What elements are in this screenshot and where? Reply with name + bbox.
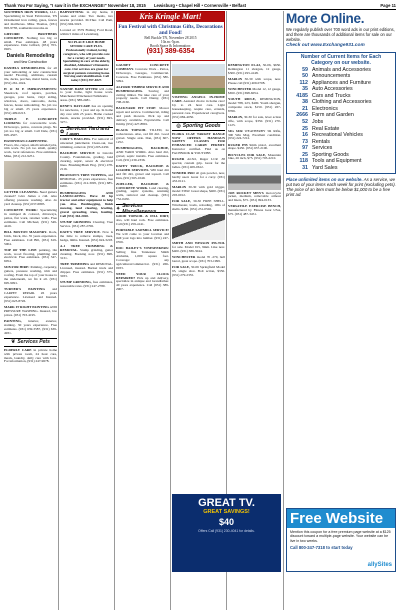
classified-ad: REMINGTON 03-A3, 30-06, $650. Remington 11 shotgun, 12 gauge, $300. (931) 293-4148. xyxy=(228,64,281,75)
classified-ad: SUB FOR HIRE: Painting, carpentry, gutters, pressure washing, trim and roofing. From the top of your house to the underneath, we fix it all. (931) 695-9091. xyxy=(4,265,57,286)
column-1 xyxy=(4,11,57,610)
classified-ad: CORY'S HAULING. For removal of unwanted junk/metal. Clean-out, tree trimming, removal. (931) 205-2430. xyxy=(60,137,113,149)
classified-ad: BRANSON'S TREE TOPPING, and REMOVAL. 25 years experience, free estimates. (931) 212-3095, (931) 685-6200. xyxy=(60,172,113,189)
classified-ad: SMITH AND WESSON PIS-TOL for sale. Model 915, 9mm. Like new. $400. (931) 389-3044. xyxy=(172,240,225,253)
website-link[interactable]: Check out www.Exchange931.com xyxy=(286,43,365,48)
classified-ad: RUGER ALSO, Ruger LCR .38 special, custom grip. Great for the ladies. (931) 409-0612. xyxy=(172,157,225,170)
category-row[interactable]: 25 Sporting Goods xyxy=(302,151,349,158)
banner-hours: 10a.m.-5p.m. xyxy=(160,39,181,44)
category-row[interactable]: 59 Animals and Accessories xyxy=(302,66,371,73)
classified-ad: FOR SALE, 30-06 Springfield Model 95, single shot. Bolt action, $350. (931) 279-2355. xyxy=(172,264,225,277)
classified-ad: YOUTH RIFLE, REMINGTON, model 788, 223, $400. Youth shotgun, composite stock, $150. (931) 267-8766. xyxy=(228,96,281,113)
classified-ad: ALFORD TIMBER SERVICE AND BUSHHOGGING. Sawing and cutting timber. We take care of your property needs. Call Danny, (931) 708-2160. xyxy=(116,84,169,105)
free-website-text: Mention this coupon for a free premium page website at a $125 discount toward a multiple-page website. Your website can be live in two weeks. xyxy=(290,530,391,543)
column-divider xyxy=(114,11,115,610)
logo-subtitle: and New Construction xyxy=(13,60,48,65)
category-row[interactable]: 4185 Cars and Trucks xyxy=(296,92,351,99)
boat-photo xyxy=(228,164,281,190)
classified-ad: BACKYARD PIT STOP: Mower repair and service. Commercial, riding and push mowers. Pick up and delivery available. Fayetteville. Call Jimmy (931) 427-8891. xyxy=(116,106,169,127)
classified-ad: TOP OF THE LINE painting, tile work, wood flooring, plumbing and electrical. Free estimates. (931) 347-6054. xyxy=(4,247,57,264)
classified-ad: CONCRETE WORK: Specializing in stamped & colored, driveways, patios, flat work, retainer walls. Free estimates. Call Michael, (931) 349-4416. xyxy=(4,208,57,228)
classified-ad: MARLIN, 30-30 for sale, lever action rifle, with scope, $350. (931) 270-1125. xyxy=(228,114,281,127)
classified-ad: ELDERLY CARE in private home with private room, 24 hour care, meals, laundry, daily care with love. For information, (931) 247-9678. xyxy=(4,347,57,364)
tv-ad-headline: GREAT TV. xyxy=(198,497,255,509)
category-row[interactable]: 21 Electronics xyxy=(302,105,338,112)
wrench-icon: ✦ xyxy=(116,205,121,212)
classified-ad: WINCHESTER model 70 .270, bull barrel, great scope. (931) 703-1999. xyxy=(172,254,225,263)
category-row[interactable]: 73 Rentals xyxy=(302,138,330,145)
bold-ad-bushhogging: BUSHHOGGING AND LANDSCAPING. Have 40 hp tractor and other equipment to help you. Also. Bushhogging, finish mowing, land clearing, leveling, gravel spreading, trees, hauling. Call (931) 364-2020. xyxy=(60,190,113,218)
more-online-title: More Online. xyxy=(286,11,365,26)
classified-ad: BACKHOE SERVICE in Lincoln County. Foundations, grading, land clearing, septic, sewer & electrical lines. Brushing/Bush Hog. (931) 478-2116. xyxy=(60,151,113,171)
column-2 xyxy=(60,11,113,610)
section-header-sporting-goods: ◎ Sporting Goods xyxy=(172,122,225,131)
classified-ad: VERSATILE EXERCISE BENCH, manufactured by Fitness Gear USA, $75. (931) 487-3451. xyxy=(228,204,281,217)
column-3 xyxy=(116,64,169,610)
classified-ad: STUMP GRINDING Clearing. Tree Service. (931) 287-2706. xyxy=(60,220,113,228)
classified-ad: TREE TRIMMING and REMOVAL. Licensed, insured. Bucket truck and chipper. Free estimates. (931) 375-3033. xyxy=(60,261,113,278)
category-box-title: Number of Current Items for Each Category on our website. xyxy=(300,54,382,66)
classified-ad: SOUTHERN IRON WORKS, LLC. Specializing in Steel Fabrication, TN Ornamental iron railing, gates, fences and mailboxes. Mike Thomas, (931) 993-9738, southernironworks.us xyxy=(4,11,57,30)
boxed-ad-senior-care: NO PLACE LIKE HOME SENIOR CARE PLUS. Professionally trained, loving caregivers, who will provide care for a variety of your needs. Specializing in care of the elderly, disabled, Alzheimer's/Dementia care. Our services are great for surgical patients returning home. Nursing and rehabilitation. Call today! (931) 397-4827. xyxy=(60,39,113,86)
kris-kringle-banner xyxy=(116,11,225,61)
classified-ad: GAUDET CONCRETE COMPANY. Concrete Work - Patios, Driveways, Garages, Commercial. Concrete. Free Estimates. (931) 580-5094. xyxy=(116,64,169,83)
header-center: Lewisburg • Chapel Hill • Cornersville • Belfast xyxy=(153,3,247,8)
target-icon: ◎ xyxy=(176,123,181,130)
category-row[interactable]: 50 Announcements xyxy=(302,73,351,80)
page-number: Page 11 xyxy=(380,3,396,8)
classified-ad: NEED YOUR CLOCK REPAIRED? Pick up and delivery, specialize in antique and Grandfather. 40 years experience. Call (931) 389-2907. xyxy=(116,271,169,292)
classified-ad: RUGER P95 9mm pistol, excellent shape. $450. (931) 637-2100. xyxy=(228,142,281,151)
classified-ad: BUSHHOGGING, BACKHOE, AND YARD WORK. Also haul dirt, gravel, septic installs. Free estimates. Call, (931) 239-2336. xyxy=(116,145,169,162)
tv-ad-price: $40 xyxy=(218,517,235,528)
column-divider xyxy=(58,11,59,610)
category-row[interactable]: 31 Yard Sales xyxy=(302,164,338,171)
free-website-title: Free Website xyxy=(287,509,395,528)
classified-ad: HANDYMAN-CARPENTER. Floors, tile, carpet, small remodel jobs, trim work. No job too small, quality work, local references. Free estimates. Mike, (931) 212-9251. xyxy=(4,138,57,159)
classified-ad: Located at: 3579 Fishing Ford Road, within 5 miles of Lewisburg. xyxy=(60,27,113,36)
column-divider xyxy=(283,11,284,610)
column-divider xyxy=(170,11,171,610)
classified-ad: ELORA CLAY TARGET RANGE NOW OFFERS HANDGUN SAFETY CLASSES FOR ENHANCED CARRY PERMIT. Instructor certified. Find us on FACEBOOK & YOUTUBE. xyxy=(172,131,225,156)
logo-name: Daniels Remodeling xyxy=(6,53,55,60)
classified-ad: DANIELS REMODELING for all your remodeling or new construction needs! Flooring, additions, custom tile, decks, porches, metal barns, rock. (931) 261-1024. xyxy=(4,65,57,86)
house-photo xyxy=(172,64,225,94)
classified-ad: ZOELLER, BACKHOE & CONCRETE WORK. Land clearing, grading, septic systems, retaining walls, removal and cleanup. (931) 752-0450. xyxy=(116,181,169,202)
classified-ad: DAVE'S TREE SERVICE. Now is the time to remove stumps, trees, hedge, limbs. Insured. (931) 624-3218. xyxy=(60,230,113,242)
classified-ad: VISITING ANGELS IN-HOME CARE. Assisted choice in home care! Up to 24 hour care. Light housekeeping, respite care, errands, personal care. Experienced caregivers. (931) 684-4050. xyxy=(172,95,225,119)
classified-ad: RENE'S DAYCARE has an opening for newborns, 1 year and up. In home day care with 25 years. Home cooked meals, snacks provided. (931) 693-3271. xyxy=(60,104,113,125)
header-rule xyxy=(4,9,396,10)
free-website-ad xyxy=(286,508,396,572)
banner-info: Booth Space & Information: xyxy=(149,43,192,48)
tv-ad-subhead: GREAT SAVINGS! xyxy=(203,509,250,515)
classified-ad: WINDER PRO all gun powder, new, hardly used. Great for a carry. (931) 433-0121. xyxy=(172,171,225,183)
classified-ad: TURNER'S PAINTING and CARPET REPAIR. 26 years experience. Licensed and Insured. (931) 623-8726. xyxy=(4,287,57,303)
classified-ad: BLACK TOPSOIL TILLED, no rocks/stones. Also, red fill dirt. Good gravel. Single axle. Dan, (931) 607-1252. xyxy=(116,128,169,144)
classified-ad: GIFFORD BROTHERS CONCRETE. Nothing too big or small. Free estimates. 48 years experience. Dale Gifford, (931) 703-0925. xyxy=(4,31,57,52)
classified-ad: BILL BOSTON MASONRY- Rock, brick, block, tile. 35 years experience. Free estimates. Call Bill, (931) 619-5004. xyxy=(4,229,57,246)
paw-icon: ❦ xyxy=(11,339,16,346)
classified-ad: BICYCLES FOR SALE, Mountain bike, 26 inch, $75. (931) 703-2210. xyxy=(228,152,281,161)
banner-date: Bell Buckle TN, November 28 2015 xyxy=(144,35,197,40)
banner-title: Kris Kringle Mart! xyxy=(117,12,224,22)
classified-ad: NANNIE BABY SITTER will come to your home, light house work. Manchester/Winchester/Tullahoma areas. (931) 588-2481. xyxy=(60,86,113,103)
allysites-logo: allySites xyxy=(367,562,392,568)
category-row[interactable]: 35 Auto Accessories xyxy=(302,86,353,93)
website-note: Place unlimited items on our website. As a service, we put two of your items each week for print (excluding pets). The price of an item must be below $1,000 to be a free print ad. xyxy=(286,177,396,198)
section-header-misc: ✦ Services Miscellaneous xyxy=(116,204,169,213)
category-row[interactable]: 16 Recreational Vehicles xyxy=(302,132,363,139)
classified-ad: MARLIN 30-30 with scope, new. Please call (931) 409-0708. xyxy=(228,76,281,85)
category-row[interactable]: 2666 Farm and Garden xyxy=(296,112,354,119)
category-row[interactable]: 38 Clothing and Accessories xyxy=(302,99,372,106)
daniels-remodeling-logo xyxy=(4,54,57,65)
classified-ad: GOOD TOPSOIL & FILL DIRT, also, will haul rock. Free estimates. Call (931) 259-4141. xyxy=(116,214,169,227)
pistol-photo xyxy=(172,214,225,240)
header-left: Thank You For Saying, "I saw it in the EXCHANGE!" November 18, 2015 xyxy=(4,3,146,8)
classified-ad: MARK IT RIGHT PAINTING AND PRESSURE WASHING. Insured, low prices. (931) 703-4195. xyxy=(4,305,57,317)
section-header-pets: ❦ Services Pets xyxy=(4,338,57,347)
classified-ad: WINCHESTER Model 12, 12 gauge, $650. (931) 698-6054. xyxy=(228,86,281,95)
classified-ad: TRIPLE E CONCRETE LOOKING for concrete/tile work. Driveways, patios, concrete plugs. No job too big or small. Call Dale, (931) 695-4507. xyxy=(4,116,57,137)
category-row[interactable]: 97 Services xyxy=(302,145,333,152)
category-row[interactable]: 25 Real Estate xyxy=(302,125,340,132)
free-website-cta[interactable]: Call 800-247-7318 to start today xyxy=(290,544,353,550)
category-row[interactable]: 52 Jobs xyxy=(302,118,324,125)
more-online-intro: We regularly publish over 700 word ads in our print editions, and there are thousands of additional items for sale on our website. xyxy=(286,27,395,42)
banner-tagline: Fun Festival with Christmas Gifts, Decorations and Food! xyxy=(118,23,223,36)
classified-ad: JOE ROCKET MEN'S motorcycle jacket, medium, removable armour and liners, $75. (931) 994-0133. xyxy=(228,190,281,203)
lawnmower-icon: ✿ xyxy=(60,128,65,135)
tv-savings-ad xyxy=(172,494,281,572)
classified-ad: BABYSITTING in my home, 6 weeks and older. Two meals, two snacks provided. M-Thur. Call Pam, (931) 994-5023. xyxy=(60,11,113,26)
gutter-photo xyxy=(4,161,57,189)
classified-ad: PAINTING, interior, exterior, staining. 30 years experience. Free estimates. (931) 639-3587, (931) 639-4931. xyxy=(4,318,57,335)
classified-ad: DOC BAILEY'S VINESEEKERS: Selling fine Tennessee Smith Alabama, 1,000 square foot. Coverage: any agricultural/commercial. (931) 266-0033. xyxy=(116,246,169,270)
classified-ad: GUTTER CLEANING. Need gutters cleaned? Give James a call. Also offering pressure washing. Also do yard cleanup. (931) 637-6895. xyxy=(4,190,57,207)
classified-ad: PORTABLE SAWMILL SERVICE! We will come to your location and mill your logs into lumber. (931) 247-0356. xyxy=(116,228,169,244)
classified-ad: H O M E IMPROVEMENTS: Sheetrock, roof repairs, porches, garages, pole barns, vinyl siding, windows, doors, sunrooms, decks, fences, house remodeling. No job too big or small. 25 years experience. (931) 409-0213. xyxy=(4,87,57,115)
classified-ad: MARLIN 30-30 with gold trigger, model 336W. Great shape, $400. (931) 203-6012. xyxy=(172,185,225,197)
tv-ad-fineprint: Offers Call (931) 230-4041 for details. xyxy=(198,529,255,534)
classified-ad: STUMP GRINDING, free estimates, reasonable rates. (931) 247-2780. xyxy=(60,279,113,288)
category-row[interactable]: 112 Appliances and Furniture xyxy=(299,79,371,86)
banner-phone: (931) 389-6354 xyxy=(146,48,195,56)
section-header-yard: ✿ Services Yard and Lawn xyxy=(60,127,113,136)
category-row[interactable]: 118 Tools and Equipment xyxy=(299,158,362,165)
category-counts-box xyxy=(286,52,396,174)
classified-ad: FOR SALE, 30-30 FREE SHELL. Winchester, loads, reloading, 100s of shells. $450. (931) 231-0502. xyxy=(172,198,225,211)
classified-ad: SIG SUR WEATHERBY 5R Rifle, 300 Win Mag. Excellent condition. (931) 224-7212. xyxy=(228,128,281,141)
classified-ad: A-1 TREE TRIMMING & REMOVAL. Stump grinding, gutter cleaning. Booking now. (931) 698-3131. xyxy=(60,243,113,260)
classified-ad: DAVEY TRUCK, BACKHOE & LOADER SERVICES. Will haul dirt and fill dirt, gravel and topsoil. Call Dan, (931) 565-1049. xyxy=(116,163,169,180)
